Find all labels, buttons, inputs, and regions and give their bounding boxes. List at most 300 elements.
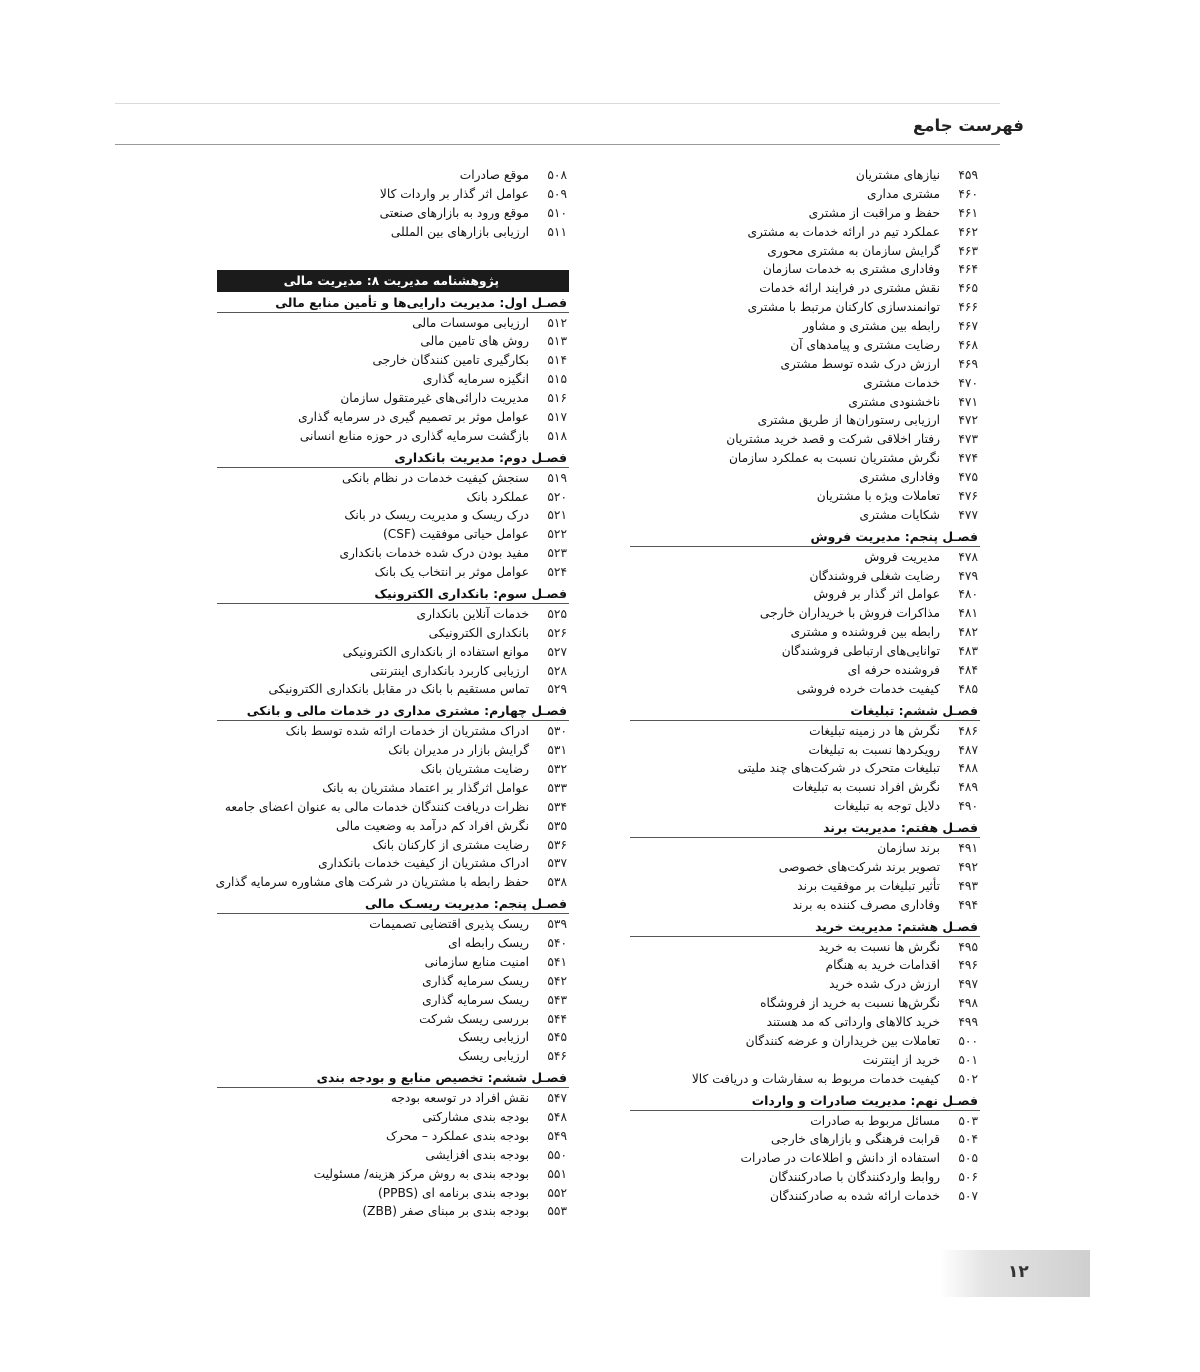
toc-entry bbox=[217, 798, 569, 817]
toc-entry-number: ۴۶۰ bbox=[958, 186, 978, 201]
toc-entry-title: عوامل اثرگذار بر اعتماد مشتریان به بانک bbox=[322, 780, 529, 795]
toc-entry-number: ۴۹۸ bbox=[958, 996, 978, 1011]
toc-entry-number: ۴۷۲ bbox=[958, 413, 978, 428]
toc-entry bbox=[630, 759, 980, 778]
toc-entry bbox=[217, 370, 569, 389]
toc-entry-number: ۴۶۹ bbox=[958, 356, 978, 371]
toc-entry bbox=[217, 1146, 569, 1165]
toc-entry-number: ۵۰۸ bbox=[547, 168, 567, 182]
toc-entry-title: نگرش ها در زمینه تبلیغات bbox=[809, 723, 940, 738]
toc-entry bbox=[630, 994, 980, 1013]
toc-entry-number: ۵۳۹ bbox=[547, 917, 567, 932]
toc-entry-title: رضایت مشتری از کارکنان بانک bbox=[372, 837, 529, 852]
toc-entry-title: تماس مستقیم با بانک در مقابل بانکداری الکترونیکی bbox=[268, 682, 529, 697]
toc-entry-title: نقش افراد در توسعه بودجه bbox=[390, 1091, 529, 1106]
toc-entry-number: ۵۴۳ bbox=[547, 992, 567, 1007]
chapter-heading: فصـل ششم: تبلیغات bbox=[630, 701, 980, 721]
toc-entry-title: خرید کالاهای وارداتی که مد هستند bbox=[766, 1015, 940, 1029]
toc-entry-title: مفید بودن درک شده خدمات بانکداری bbox=[339, 546, 529, 561]
toc-entry-title: رضایت شغلی فروشندگان bbox=[809, 568, 940, 583]
toc-entry-title: نگرش‌ها نسبت به خرید از فروشگاه bbox=[760, 996, 940, 1011]
toc-entry bbox=[217, 1108, 569, 1127]
toc-entry-number: ۵۴۰ bbox=[547, 936, 567, 950]
toc-entry-number: ۵۳۷ bbox=[547, 856, 567, 871]
toc-entry bbox=[630, 585, 980, 604]
toc-entry-title: نگرش افراد نسبت به تبلیغات bbox=[792, 780, 940, 795]
toc-entry-number: ۴۷۸ bbox=[958, 549, 978, 564]
toc-entry bbox=[217, 836, 569, 855]
toc-entry-number: ۵۰۷ bbox=[958, 1189, 978, 1203]
chapter-heading: فصـل پنجم: مدیریت ریسـک مالی bbox=[217, 894, 569, 914]
toc-entry-title: کیفیت خدمات خرده فروشی bbox=[796, 681, 940, 696]
toc-entry-title: موقع ورود به بازارهای صنعتی bbox=[379, 205, 529, 220]
toc-entry-number: ۵۴۱ bbox=[547, 954, 567, 969]
toc-entry-number: ۴۵۹ bbox=[958, 168, 978, 182]
toc-entry-title: رضایت مشتری و پیامدهای آن bbox=[790, 337, 940, 352]
toc-entry-title: گرایش بازار در مدیران بانک bbox=[388, 743, 529, 758]
toc-entry bbox=[630, 839, 980, 858]
toc-entry-title: نظرات دریافت کنندگان خدمات مالی به عنوان اعضای جامعه bbox=[224, 799, 529, 814]
toc-entry-number: ۴۷۳ bbox=[958, 432, 978, 447]
toc-entry-number: ۵۴۴ bbox=[547, 1011, 567, 1026]
toc-entry bbox=[217, 469, 569, 488]
toc-entry-number: ۵۳۶ bbox=[547, 837, 567, 852]
toc-entry-number: ۴۸۴ bbox=[958, 662, 978, 677]
toc-entry bbox=[217, 741, 569, 760]
toc-entry-number: ۵۵۳ bbox=[547, 1204, 567, 1219]
toc-entry bbox=[630, 430, 980, 449]
toc-entry bbox=[630, 1187, 980, 1206]
toc-entry bbox=[630, 604, 980, 623]
toc-entry-number: ۵۰۵ bbox=[958, 1151, 978, 1166]
toc-entry-number: ۵۲۰ bbox=[547, 489, 567, 504]
toc-entry-number: ۵۳۴ bbox=[547, 799, 567, 814]
toc-entry-number: ۴۶۶ bbox=[958, 300, 978, 315]
toc-entry bbox=[217, 779, 569, 798]
toc-entry-number: ۴۶۷ bbox=[958, 319, 978, 333]
toc-entry-number: ۵۳۰ bbox=[547, 724, 567, 739]
toc-entry-title: مشتری مداری bbox=[867, 186, 940, 201]
toc-entry-number: ۵۰۴ bbox=[958, 1132, 978, 1147]
toc-entry-title: تعاملات ویژه با مشتریان bbox=[816, 488, 940, 503]
toc-entry bbox=[217, 934, 569, 953]
toc-entry-title: ارزیابی ریسک bbox=[458, 1049, 529, 1064]
chapter-heading: فصـل پنجم: مدیریت فروش bbox=[630, 527, 980, 547]
toc-entry-title: وفاداری مشتری bbox=[859, 470, 940, 484]
toc-entry bbox=[630, 1013, 980, 1032]
toc-entry-title: خدمات ارائه شده به صادرکنندگان bbox=[769, 1189, 940, 1203]
toc-entry-title: رابطه بین فروشنده و مشتری bbox=[790, 625, 940, 640]
toc-entry-title: ریسک سرمایه گذاری bbox=[422, 973, 529, 988]
toc-entry-number: ۵۰۹ bbox=[547, 186, 567, 201]
chapter-heading: فصـل چهارم: مشتری مداری در خدمات مالی و بانکی bbox=[217, 701, 569, 721]
toc-entry-number: ۴۶۵ bbox=[958, 281, 978, 296]
toc-entry-title: عوامل موثر بر انتخاب یک بانک bbox=[374, 565, 529, 579]
toc-entry-number: ۴۶۳ bbox=[958, 243, 978, 258]
toc-entry-number: ۴۷۰ bbox=[958, 375, 978, 390]
toc-entry-number: ۵۳۵ bbox=[547, 818, 567, 833]
toc-entry-number: ۵۱۸ bbox=[547, 428, 567, 443]
toc-entry-title: تصویر برند شرکت‌های خصوصی bbox=[778, 859, 940, 874]
toc-entry-number: ۵۱۷ bbox=[547, 409, 567, 424]
toc-entry bbox=[217, 1202, 569, 1221]
toc-entry-number: ۵۰۲ bbox=[958, 1071, 978, 1086]
toc-entry-number: ۴۶۸ bbox=[958, 337, 978, 352]
toc-column-left bbox=[217, 166, 569, 1221]
toc-entry-number: ۴۸۸ bbox=[958, 761, 978, 776]
toc-entry bbox=[217, 972, 569, 991]
toc-entry bbox=[217, 1010, 569, 1029]
toc-entry-title: فروشنده حرفه ای bbox=[847, 662, 940, 677]
toc-entry-title: ریسک رابطه ای bbox=[448, 936, 529, 950]
toc-entry-number: ۴۷۷ bbox=[958, 507, 978, 522]
toc-entry-number: ۵۵۱ bbox=[547, 1166, 567, 1181]
toc-entry bbox=[630, 166, 980, 185]
toc-entry-title: ناخشنودی مشتری bbox=[848, 394, 940, 409]
toc-entry bbox=[217, 223, 569, 242]
toc-entry bbox=[630, 411, 980, 430]
toc-entry bbox=[217, 204, 569, 223]
toc-entry-number: ۵۲۲ bbox=[547, 527, 567, 542]
toc-entry bbox=[217, 643, 569, 662]
toc-entry-number: ۴۹۵ bbox=[958, 939, 978, 954]
toc-entry bbox=[630, 548, 980, 567]
toc-entry-title: امنیت منابع سازمانی bbox=[424, 954, 529, 969]
toc-entry bbox=[630, 722, 980, 741]
toc-entry-number: ۵۱۶ bbox=[547, 391, 567, 405]
toc-entry-title: تبلیغات متحرک در شرکت‌های چند ملیتی bbox=[737, 761, 940, 776]
toc-entry bbox=[630, 1149, 980, 1168]
toc-entry-number: ۵۵۲ bbox=[547, 1185, 567, 1200]
toc-entry-number: ۴۷۵ bbox=[958, 470, 978, 484]
toc-entry-title: توانمندسازی کارکنان مرتبط با مشتری bbox=[747, 300, 940, 315]
toc-entry-number: ۵۲۸ bbox=[547, 663, 567, 678]
toc-entry-title: ارزش درک شده خرید bbox=[829, 977, 940, 992]
toc-entry bbox=[217, 1047, 569, 1066]
toc-entry-title: خدمات آنلاین بانکداری bbox=[416, 606, 529, 621]
toc-entry-title: مسائل مربوط به صادرات bbox=[810, 1113, 940, 1128]
toc-entry-number: ۵۱۹ bbox=[547, 470, 567, 485]
toc-entry-title: بودجه بندی بر مبنای صفر (ZBB) bbox=[362, 1204, 529, 1219]
toc-entry-title: سنجش کیفیت خدمات در نظام بانکی bbox=[342, 470, 529, 485]
toc-entry bbox=[217, 166, 569, 185]
toc-entry-title: رفتار اخلاقی شرکت و قصد خرید مشتریان bbox=[726, 432, 940, 447]
toc-entry-title: نقش مشتری در فرایند ارائه خدمات bbox=[759, 281, 940, 296]
toc-entry bbox=[630, 185, 980, 204]
toc-entry bbox=[630, 1051, 980, 1070]
toc-entry bbox=[630, 506, 980, 525]
toc-entry bbox=[630, 279, 980, 298]
toc-entry-number: ۵۲۹ bbox=[547, 682, 567, 697]
toc-entry-number: ۴۶۱ bbox=[958, 205, 978, 220]
toc-entry-title: ریسک پذیری اقتضایی تصمیمات bbox=[369, 917, 529, 932]
toc-entry-title: ارزیابی ریسک bbox=[458, 1030, 529, 1045]
toc-entry-title: ارزش درک شده توسط مشتری bbox=[780, 356, 940, 371]
toc-entry bbox=[630, 449, 980, 468]
toc-entry-number: ۵۲۴ bbox=[547, 565, 567, 579]
toc-entry-title: اقدامات خرید به هنگام bbox=[825, 958, 940, 973]
toc-entry bbox=[630, 741, 980, 760]
toc-entry bbox=[217, 506, 569, 525]
toc-column-right bbox=[630, 166, 980, 1206]
page-number: ۱۲ bbox=[1008, 1262, 1029, 1282]
toc-entry bbox=[217, 722, 569, 741]
toc-entry bbox=[217, 389, 569, 408]
toc-entry-title: بانکداری الکترونیکی bbox=[428, 625, 529, 640]
toc-entry-number: ۴۶۲ bbox=[958, 224, 978, 239]
toc-entry-title: ادراک مشتریان از خدمات ارائه شده توسط بانک bbox=[285, 724, 529, 739]
toc-entry-number: ۵۴۷ bbox=[547, 1091, 567, 1106]
toc-entry bbox=[630, 956, 980, 975]
toc-entry bbox=[217, 1165, 569, 1184]
toc-entry-title: مدیریت دارائی‌های غیرمتقول سازمان bbox=[340, 391, 529, 405]
toc-entry bbox=[217, 408, 569, 427]
toc-entry bbox=[630, 242, 980, 261]
toc-entry bbox=[630, 623, 980, 642]
toc-entry-title: موانع استفاده از بانکداری الکترونیکی bbox=[342, 644, 529, 659]
toc-entry-title: بررسی ریسک شرکت bbox=[419, 1011, 529, 1026]
toc-entry-number: ۵۰۰ bbox=[958, 1033, 978, 1048]
toc-entry-title: نگرش افراد کم درآمد به وضعیت مالی bbox=[335, 818, 529, 833]
chapter-heading: فصـل سوم: بانکداری الکترونیک bbox=[217, 584, 569, 604]
toc-entry bbox=[630, 260, 980, 279]
toc-entry bbox=[630, 1112, 980, 1131]
toc-entry-number: ۴۸۹ bbox=[958, 780, 978, 795]
toc-entry-number: ۵۴۹ bbox=[547, 1128, 567, 1143]
toc-entry-title: رویکردها نسبت به تبلیغات bbox=[808, 742, 940, 757]
toc-entry-title: بکارگیری تامین کنندگان خارجی bbox=[372, 353, 529, 368]
toc-entry-number: ۵۴۸ bbox=[547, 1110, 567, 1124]
toc-entry bbox=[217, 314, 569, 333]
toc-entry-title: نگرش مشتریان نسبت به عملکرد سازمان bbox=[728, 451, 940, 466]
toc-entry-number: ۵۴۲ bbox=[547, 973, 567, 988]
toc-entry-title: دلایل توجه به تبلیغات bbox=[833, 799, 940, 814]
toc-entry-number: ۴۷۱ bbox=[958, 394, 978, 409]
toc-entry-number: ۵۴۶ bbox=[547, 1049, 567, 1064]
toc-entry-number: ۵۱۳ bbox=[547, 334, 567, 349]
toc-entry-number: ۵۳۱ bbox=[547, 743, 567, 758]
toc-entry-title: تأثیر تبلیغات بر موفقیت برند bbox=[797, 878, 940, 893]
toc-entry-title: ارزیابی موسسات مالی bbox=[412, 315, 529, 330]
toc-entry-number: ۵۲۶ bbox=[547, 625, 567, 640]
toc-entry bbox=[217, 1184, 569, 1203]
toc-entry bbox=[217, 1089, 569, 1108]
toc-entry bbox=[630, 204, 980, 223]
toc-entry-number: ۵۱۰ bbox=[547, 205, 567, 220]
toc-entry-title: وفاداری مشتری به خدمات سازمان bbox=[762, 262, 940, 277]
toc-entry bbox=[630, 298, 980, 317]
toc-entry-number: ۵۲۱ bbox=[547, 508, 567, 523]
toc-entry-number: ۴۸۱ bbox=[958, 606, 978, 621]
toc-entry-title: ارزیابی رستوران‌ها از طریق مشتری bbox=[757, 413, 940, 428]
toc-entry bbox=[217, 605, 569, 624]
toc-entry-title: ارزیابی کاربرد بانکداری اینترنتی bbox=[370, 663, 529, 678]
toc-entry-title: بودجه بندی برنامه ای (PPBS) bbox=[377, 1185, 529, 1200]
toc-entry-title: مدیریت فروش bbox=[864, 549, 940, 564]
toc-entry-number: ۴۹۶ bbox=[958, 958, 978, 973]
toc-entry-title: ارزیابی بازارهای بین المللی bbox=[390, 224, 529, 239]
toc-entry bbox=[630, 487, 980, 506]
toc-entry-number: ۴۹۰ bbox=[958, 799, 978, 814]
toc-entry-title: بودجه بندی به روش مرکز هزینه/ مسئولیت bbox=[313, 1166, 529, 1181]
toc-entry bbox=[630, 896, 980, 915]
toc-entry bbox=[630, 567, 980, 586]
chapter-heading: فصـل نهم: مدیریت صادرات و واردات bbox=[630, 1091, 980, 1111]
toc-entry-number: ۵۰۳ bbox=[958, 1113, 978, 1128]
toc-entry bbox=[630, 858, 980, 877]
toc-entry bbox=[630, 1168, 980, 1187]
toc-entry-number: ۴۷۶ bbox=[958, 488, 978, 503]
toc-entry bbox=[217, 680, 569, 699]
toc-entry-number: ۴۸۷ bbox=[958, 742, 978, 757]
toc-entry-number: ۵۲۷ bbox=[547, 644, 567, 659]
toc-entry-number: ۵۱۲ bbox=[547, 315, 567, 330]
toc-entry-number: ۵۳۳ bbox=[547, 780, 567, 795]
chapter-heading: فصـل هفتم: مدیریت برند bbox=[630, 818, 980, 838]
toc-entry-number: ۴۹۳ bbox=[958, 878, 978, 893]
toc-entry bbox=[217, 185, 569, 204]
toc-entry-number: ۴۶۴ bbox=[958, 262, 978, 277]
toc-entry bbox=[217, 1127, 569, 1146]
header-rule bbox=[115, 144, 1000, 145]
top-rule bbox=[115, 103, 1000, 104]
toc-entry-title: نگرش ها نسبت به خرید bbox=[818, 939, 940, 954]
chapter-heading: فصـل اول: مدیریت دارایی‌ها و تأمین منابع مالی bbox=[217, 293, 569, 313]
toc-entry-title: عوامل اثر گذار بر فروش bbox=[813, 587, 940, 602]
toc-entry bbox=[630, 797, 980, 816]
toc-entry-title: برند سازمان bbox=[877, 841, 940, 855]
toc-entry-title: توانایی‌های ارتباطی فروشندگان bbox=[781, 644, 940, 658]
toc-entry-title: مذاکرات فروش با خریداران خارجی bbox=[759, 606, 940, 621]
toc-entry-number: ۵۲۳ bbox=[547, 546, 567, 561]
toc-entry-number: ۵۱۵ bbox=[547, 372, 567, 387]
toc-entry-number: ۵۴۵ bbox=[547, 1030, 567, 1045]
toc-entry-number: ۵۳۲ bbox=[547, 762, 567, 776]
toc-entry-number: ۴۷۹ bbox=[958, 568, 978, 583]
toc-entry-number: ۵۱۱ bbox=[547, 224, 567, 239]
section-header-bar: پژوهشنامه مدیریت ۸: مدیریت مالی bbox=[217, 270, 569, 292]
toc-entry bbox=[217, 953, 569, 972]
toc-entry-title: عوامل حیاتی موفقیت (CSF) bbox=[382, 527, 529, 542]
toc-entry-title: روش های تامین مالی bbox=[420, 334, 529, 349]
toc-entry-title: شکایات مشتری bbox=[859, 507, 940, 522]
toc-entry-number: ۴۸۰ bbox=[958, 587, 978, 602]
toc-entry bbox=[630, 661, 980, 680]
toc-entry-title: نیازهای مشتریان bbox=[855, 168, 940, 182]
toc-entry bbox=[217, 351, 569, 370]
toc-entry-title: حفظ و مراقبت از مشتری bbox=[808, 205, 940, 220]
toc-entry-number: ۴۷۴ bbox=[958, 451, 978, 466]
toc-entry-number: ۴۸۶ bbox=[958, 723, 978, 738]
toc-entry bbox=[630, 393, 980, 412]
toc-entry-number: ۵۵۰ bbox=[547, 1147, 567, 1162]
toc-entry-title: بازگشت سرمایه گذاری در حوزه منابع انسانی bbox=[299, 428, 529, 443]
toc-entry-title: بودجه بندی عملکرد – محرک bbox=[385, 1128, 529, 1143]
toc-entry-number: ۵۰۱ bbox=[958, 1052, 978, 1067]
toc-entry-number: ۵۱۴ bbox=[547, 353, 567, 368]
toc-entry bbox=[630, 975, 980, 994]
toc-entry-title: موقع صادرات bbox=[459, 168, 529, 182]
toc-entry bbox=[630, 223, 980, 242]
toc-entry-title: عملکرد بانک bbox=[466, 489, 529, 504]
toc-entry-number: ۵۳۸ bbox=[547, 875, 567, 890]
toc-entry bbox=[630, 1070, 980, 1089]
toc-entry bbox=[630, 355, 980, 374]
toc-entry bbox=[217, 427, 569, 446]
toc-entry-title: کیفیت خدمات مربوط به سفارشات و دریافت کالا bbox=[691, 1071, 940, 1086]
toc-entry-number: ۴۸۲ bbox=[958, 625, 978, 640]
toc-entry bbox=[217, 332, 569, 351]
toc-entry-title: درک ریسک و مدیریت ریسک در بانک bbox=[344, 508, 529, 523]
toc-entry-number: ۴۹۴ bbox=[958, 897, 978, 912]
toc-entry-title: خدمات مشتری bbox=[863, 375, 940, 390]
toc-entry bbox=[217, 662, 569, 681]
toc-entry-title: عوامل اثر گذار بر واردات کالا bbox=[379, 186, 529, 201]
toc-entry-title: ریسک سرمایه گذاری bbox=[422, 992, 529, 1007]
toc-entry bbox=[630, 642, 980, 661]
toc-entry bbox=[217, 873, 569, 892]
toc-entry-title: وفاداری مصرف کننده به برند bbox=[792, 897, 940, 912]
toc-entry bbox=[630, 680, 980, 699]
toc-entry bbox=[630, 778, 980, 797]
toc-entry-title: عملکرد تیم در ارائه خدمات به مشتری bbox=[747, 224, 940, 239]
toc-entry bbox=[217, 1028, 569, 1047]
toc-entry bbox=[217, 624, 569, 643]
page-header-title: فهرست جامع bbox=[913, 116, 1024, 135]
toc-entry bbox=[217, 854, 569, 873]
toc-entry bbox=[217, 488, 569, 507]
toc-entry bbox=[217, 991, 569, 1010]
toc-entry-number: ۴۹۷ bbox=[958, 977, 978, 992]
toc-entry bbox=[630, 1130, 980, 1149]
toc-entry-title: روابط واردکنندگان با صادرکنندگان bbox=[769, 1170, 940, 1185]
toc-entry-number: ۵۲۵ bbox=[547, 606, 567, 621]
toc-entry bbox=[217, 817, 569, 836]
toc-entry-title: رضایت مشتریان بانک bbox=[420, 762, 529, 776]
toc-entry bbox=[630, 1032, 980, 1051]
toc-entry-number: ۴۹۹ bbox=[958, 1015, 978, 1029]
toc-entry-title: رابطه بین مشتری و مشاور bbox=[802, 319, 940, 333]
chapter-heading: فصـل ششم: تخصیص منابع و بودجه بندی bbox=[217, 1068, 569, 1088]
toc-entry-number: ۵۰۶ bbox=[958, 1170, 978, 1185]
toc-entry-title: استفاده از دانش و اطلاعات در صادرات bbox=[740, 1151, 940, 1166]
toc-entry-number: ۴۸۳ bbox=[958, 644, 978, 658]
toc-entry-title: انگیزه سرمایه گذاری bbox=[422, 372, 529, 387]
toc-entry-title: عوامل موثر بر تصمیم گیری در سرمایه گذاری bbox=[298, 409, 529, 424]
toc-entry-title: بودجه بندی مشارکتی bbox=[422, 1110, 529, 1124]
toc-entry bbox=[630, 468, 980, 487]
chapter-heading: فصـل دوم: مدیریت بانکداری bbox=[217, 448, 569, 468]
toc-entry bbox=[630, 877, 980, 896]
toc-entry bbox=[217, 760, 569, 779]
toc-entry bbox=[630, 317, 980, 336]
toc-entry-number: ۴۸۵ bbox=[958, 681, 978, 696]
toc-entry-title: قرابت فرهنگی و بازارهای خارجی bbox=[771, 1132, 940, 1147]
toc-entry bbox=[630, 336, 980, 355]
toc-entry-title: بودجه بندی افزایشی bbox=[425, 1147, 529, 1162]
toc-entry-title: خرید از اینترنت bbox=[862, 1052, 940, 1067]
toc-entry bbox=[630, 374, 980, 393]
toc-entry bbox=[217, 525, 569, 544]
toc-entry bbox=[630, 938, 980, 957]
toc-entry-title: گرایش سازمان به مشتری محوری bbox=[767, 243, 940, 258]
toc-entry-number: ۴۹۲ bbox=[958, 859, 978, 874]
toc-entry-title: تعاملات بین خریداران و عرضه کنندگان bbox=[745, 1033, 940, 1048]
chapter-heading: فصـل هشتم: مدیریت خرید bbox=[630, 917, 980, 937]
toc-entry-title: ادراک مشتریان از کیفیت خدمات بانکداری bbox=[318, 856, 529, 871]
toc-entry bbox=[217, 563, 569, 582]
toc-entry-title: حفظ رابطه با مشتریان در شرکت های مشاوره سرمایه گذاری bbox=[215, 875, 529, 890]
